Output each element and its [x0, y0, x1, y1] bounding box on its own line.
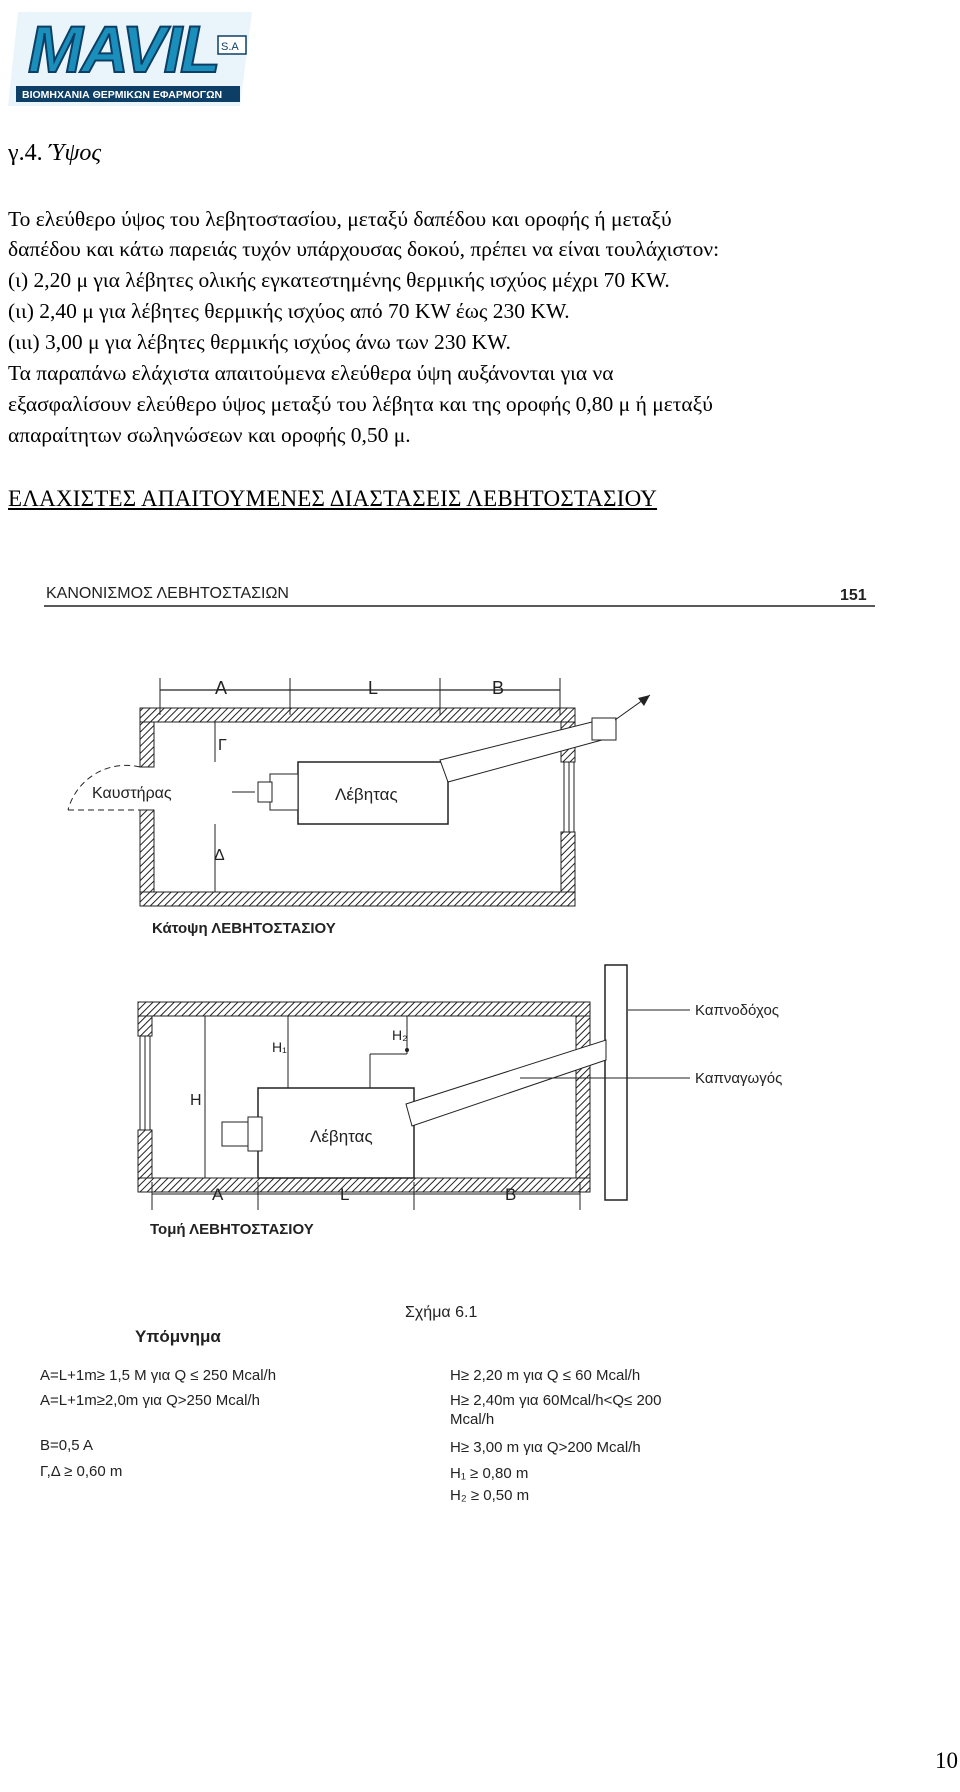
section-dim-a: A — [212, 1185, 224, 1204]
legend-item: Mcal/h — [450, 1411, 495, 1428]
mavil-logo — [8, 6, 254, 106]
chimney-label: Καπνοδόχος — [695, 1002, 780, 1019]
legend-item: A=L+1m≥ 1,5 M για Q ≤ 250 Mcal/h — [40, 1367, 277, 1384]
legend-item: H₂ ≥ 0,50 m — [450, 1487, 530, 1504]
plan-dim-d: Δ — [214, 847, 225, 864]
plan-dim-g: Γ — [218, 737, 227, 754]
paragraph-line: εξασφαλίσουν ελεύθερο ύψος μεταξύ του λέβητα και της οροφής 0,80 μ ή μεταξύ — [8, 392, 713, 416]
plan-dim-b: B — [492, 678, 505, 698]
paragraph-line: δαπέδου και κάτω παρειάς τυχόν υπάρχουσας δοκού, πρέπει να είναι τουλάχιστον: — [8, 237, 720, 261]
logo-suffix: S.A — [221, 41, 239, 53]
section-heading — [8, 140, 101, 167]
paragraph-line: Τα παραπάνω ελάχιστα απαιτούμενα ελεύθερα ύψη αυξάνονται για να — [8, 361, 614, 385]
plan-caption: Κάτοψη ΛΕΒΗΤΟΣΤΑΣΙΟΥ — [152, 920, 336, 937]
paragraph-line: (ιιι) 3,00 μ για λέβητες θερμικής ισχύος άνω των 230 KW. — [8, 330, 511, 354]
section-dim-h2: H₂ — [392, 1027, 408, 1043]
section-number: γ.4. — [8, 140, 43, 166]
paragraph-line: απαραίτητων σωληνώσεων και οροφής 0,50 μ. — [8, 423, 411, 447]
section-caption: Τομή ΛΕΒΗΤΟΣΤΑΣΙΟΥ — [150, 1221, 314, 1238]
flue-label: Καπναγωγός — [695, 1070, 783, 1087]
plan-view — [68, 678, 650, 937]
section-boiler-label: Λέβητας — [310, 1127, 373, 1146]
section-dim-l: L — [340, 1185, 350, 1204]
plan-dim-a: A — [215, 678, 228, 698]
plan-dim-l: L — [368, 678, 379, 698]
legend-item: H≥ 2,20 m για Q ≤ 60 Mcal/h — [450, 1367, 641, 1384]
paragraph-line: (ι) 2,20 μ για λέβητες ολικής εγκατεστημένης θερμικής ισχύος μέχρι 70 KW. — [8, 268, 670, 292]
legend-right — [450, 1367, 661, 1504]
section-title: Ύψος — [48, 140, 102, 166]
logo-brand: MAVIL — [28, 12, 219, 86]
paragraph-line: Το ελεύθερο ύψος του λεβητοστασίου, μεταξύ δαπέδου και οροφής ή μεταξύ — [8, 207, 672, 231]
logo-tagline: ΒΙΟΜΗΧΑΝΙΑ ΘΕΡΜΙΚΩΝ ΕΦΑΡΜΟΓΩΝ — [22, 89, 223, 101]
legend-item: A=L+1m≥2,0m για Q>250 Mcal/h — [40, 1392, 260, 1409]
page-number: 10 — [935, 1748, 958, 1773]
figure-header-title: ΚΑΝΟΝΙΣΜΟΣ ΛΕΒΗΤΟΣΤΑΣΙΩΝ — [46, 585, 289, 602]
legend-title: Υπόμνημα — [135, 1327, 221, 1346]
figure-label: Σχήμα 6.1 — [405, 1304, 478, 1321]
plan-boiler-label: Λέβητας — [335, 785, 398, 804]
legend-item: B=0,5 A — [40, 1437, 93, 1454]
figure-page-number: 151 — [840, 587, 867, 604]
boiler-room-figure — [40, 570, 890, 1510]
legend-item: H≥ 2,40m για 60Mcal/h<Q≤ 200 — [450, 1392, 662, 1409]
section-dim-h: H — [190, 1092, 202, 1109]
section-dim-h1: H₁ — [272, 1039, 287, 1055]
section-view — [138, 965, 782, 1238]
legend-item: H≥ 3,00 m για Q>200 Mcal/h — [450, 1439, 641, 1456]
paragraph-line: (ιι) 2,40 μ για λέβητες θερμικής ισχύος από 70 KW έως 230 KW. — [8, 299, 570, 323]
legend-item: Γ,Δ ≥ 0,60 m — [40, 1463, 123, 1480]
plan-burner-label: Καυστήρας — [92, 785, 172, 802]
section-dim-b: B — [505, 1185, 517, 1204]
legend-item: H₁ ≥ 0,80 m — [450, 1465, 529, 1482]
dimensions-heading: ΕΛΑΧΙΣΤΕΣ ΑΠΑΙΤΟΥΜΕΝΕΣ ΔΙΑΣΤΑΣΕΙΣ ΛΕΒΗΤΟΣΤΑΣΙΟΥ — [8, 486, 658, 511]
legend-left — [40, 1367, 276, 1480]
